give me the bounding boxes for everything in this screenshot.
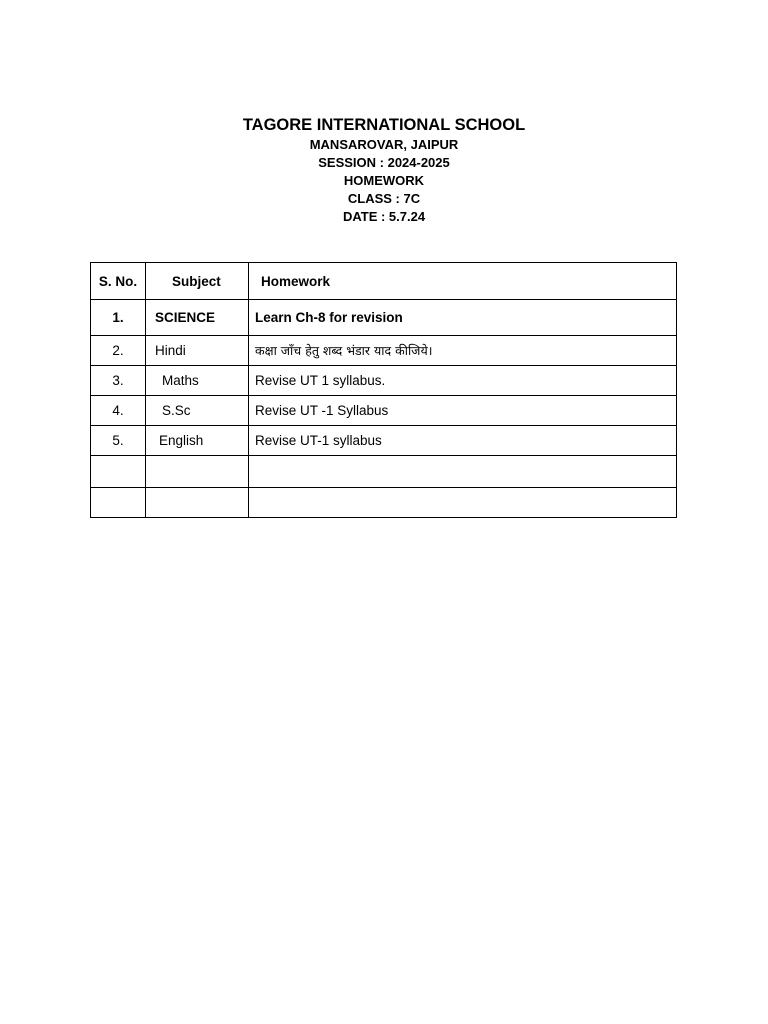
cell-subject xyxy=(146,488,249,518)
cell-sno: 3. xyxy=(91,366,146,396)
cell-subject: Maths xyxy=(146,366,249,396)
cell-sno xyxy=(91,488,146,518)
school-location: MANSAROVAR, JAIPUR xyxy=(309,137,459,152)
cell-homework: Revise UT -1 Syllabus xyxy=(249,396,677,426)
table-header-row xyxy=(91,263,677,300)
cell-subject: SCIENCE xyxy=(146,300,249,336)
homework-table xyxy=(90,262,677,518)
column-header-homework: Homework xyxy=(249,263,677,300)
cell-homework: Learn Ch-8 for revision xyxy=(249,300,677,336)
table-row xyxy=(91,300,677,336)
school-name: TAGORE INTERNATIONAL SCHOOL xyxy=(242,116,526,134)
table-row xyxy=(91,366,677,396)
document-type: HOMEWORK xyxy=(343,173,425,188)
cell-sno: 1. xyxy=(91,300,146,336)
cell-homework: कक्षा जॉंच हेतु शब्द भंडार याद कीजिये। xyxy=(249,336,677,366)
cell-sno: 5. xyxy=(91,426,146,456)
cell-subject xyxy=(146,456,249,488)
document-header xyxy=(0,114,768,226)
table-row xyxy=(91,426,677,456)
cell-sno xyxy=(91,456,146,488)
cell-homework: Revise UT-1 syllabus xyxy=(249,426,677,456)
table-row-empty xyxy=(91,456,677,488)
table-row xyxy=(91,396,677,426)
cell-homework xyxy=(249,456,677,488)
cell-subject: S.Sc xyxy=(146,396,249,426)
table-row-empty xyxy=(91,488,677,518)
class-line: CLASS : 7C xyxy=(347,191,421,206)
cell-homework xyxy=(249,488,677,518)
session-line: SESSION : 2024-2025 xyxy=(318,155,450,170)
column-header-subject: Subject xyxy=(146,263,249,300)
table-row xyxy=(91,336,677,366)
date-line: DATE : 5.7.24 xyxy=(342,209,426,224)
cell-sno: 2. xyxy=(91,336,146,366)
cell-sno: 4. xyxy=(91,396,146,426)
cell-subject: English xyxy=(146,426,249,456)
column-header-sno: S. No. xyxy=(91,263,146,300)
cell-homework: Revise UT 1 syllabus. xyxy=(249,366,677,396)
cell-subject: Hindi xyxy=(146,336,249,366)
